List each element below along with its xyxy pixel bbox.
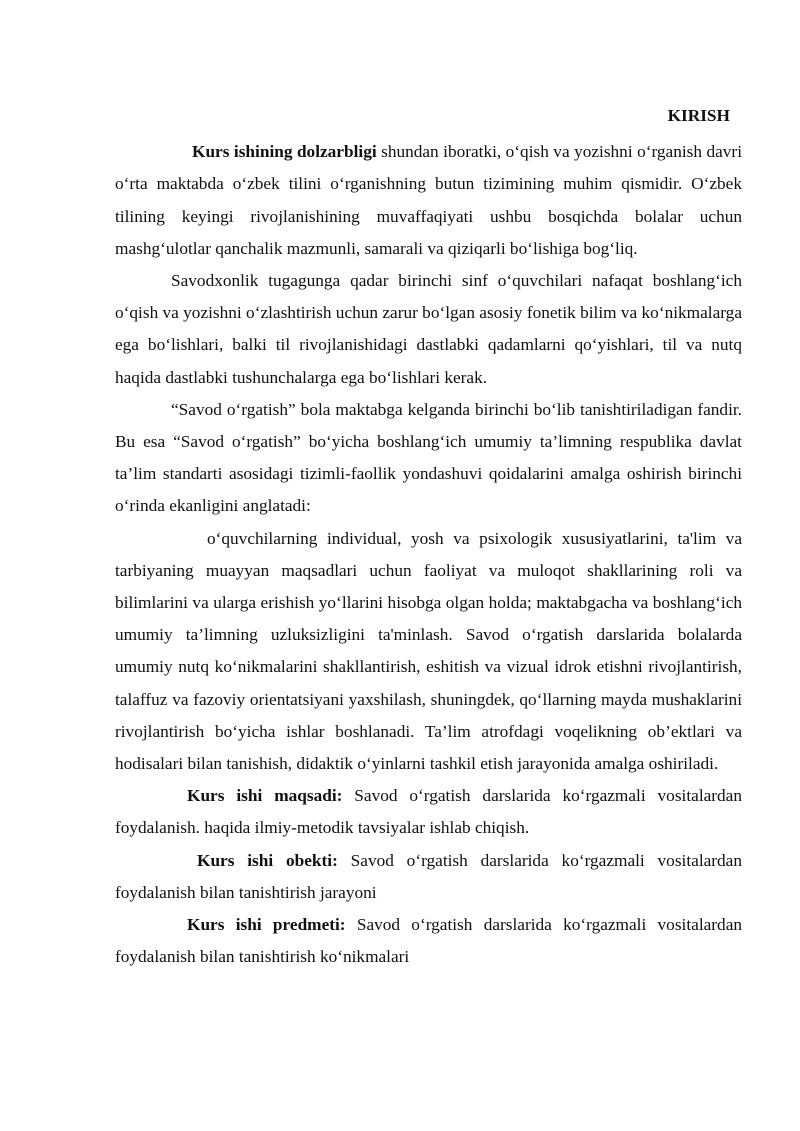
paragraph-goal (115, 780, 742, 844)
paragraph-text: Savod o‘rgatish darslarida ko‘rgazmali vositalardan foydalanish. haqida ilmiy-metodik tavsiyalar ishlab chiqish. (115, 786, 742, 838)
paragraph-relevance (115, 136, 742, 265)
paragraph-lead: Kurs ishining dolzarbligi (192, 142, 377, 162)
paragraph-text: shundan iboratki, o‘qish va yozishni o‘rganish davri o‘rta maktabda o‘zbek tilini o‘rganishning butun tizimining muhim qismidir. O‘zbek tilining keyingi rivojlanishining muvaffaqiyati ushbu bosqichda bolalar uchun mashg‘ulotlar qanchalik mazmunli, samarali va qiziqarli bo‘lishiga bog‘liq. (115, 142, 742, 258)
paragraph-text: o‘quvchilarning individual, yosh va psixologik xususiyatlarini, ta'lim va tarbiyaning muayyan maqsadlari uchun faoliyat va muloqot shakllarining roli va bilimlarini va ularga erishish yo‘llarini hisobga olgan holda; maktabgacha va boshlang‘ich umumiy ta’limning uzluksizligini ta'minlash. Savod o‘rgatish darslarida bolalarda umumiy nutq ko‘nikmalarini shakllantirish, eshitish va vizual idrok etishni rivojlantirish, talaffuz va fazoviy orientatsiyani yaxshilash, shuningdek, qo‘llarning mayda mushaklarini rivojlantirish bo‘yicha ishlar boshlanadi. Ta’lim atrofdagi voqelikning ob’ektlari va hodisalari bilan tanishish, didaktik o‘yinlarni tashkil etish jarayonida amalga oshiriladi. (115, 528, 742, 774)
paragraph-lead: Kurs ishi predmeti: (187, 915, 346, 935)
paragraph-text: Savod o‘rgatish darslarida ko‘rgazmali vositalardan foydalanish bilan tanishtirish jarayoni (115, 850, 742, 902)
paragraph-subject (115, 394, 742, 523)
paragraph-subject-matter (115, 909, 742, 973)
paragraph-literacy (115, 265, 742, 394)
paragraph-object (115, 845, 742, 909)
paragraph-lead: Kurs ishi obekti: (197, 850, 338, 870)
paragraph-text: Savod o‘rgatish darslarida ko‘rgazmali vositalardan foydalanish bilan tanishtirish ko‘nikmalari (115, 915, 742, 967)
paragraph-text: “Savod o‘rgatish” bola maktabga kelganda birinchi bo‘lib tanishtiriladigan fandir. Bu esa “Savod o‘rgatish” bo‘yicha boshlang‘ich umumiy ta’limning respublika davlat ta’lim standarti asosidagi tizimli-faollik yondashuvi qoidalarini amalga oshirish birinchi o‘rinda ekanligini anglatadi: (115, 399, 742, 516)
document-page (115, 100, 742, 973)
paragraph-students (115, 523, 742, 781)
section-heading: KIRISH (667, 106, 730, 125)
paragraph-text: Savodxonlik tugagunga qadar birinchi sinf o‘quvchilari nafaqat boshlang‘ich o‘qish va yozishni o‘zlashtirish uchun zarur bo‘lgan asosiy fonetik bilim va ko‘nikmalarga ega bo‘lishlari, balki til rivojlanishidagi dastlabki qadamlarni qo‘yishlari, til va nutq haqida dastlabki tushunchalarga ega bo‘lishlari kerak. (115, 271, 742, 387)
paragraph-lead: Kurs ishi maqsadi: (187, 786, 343, 806)
